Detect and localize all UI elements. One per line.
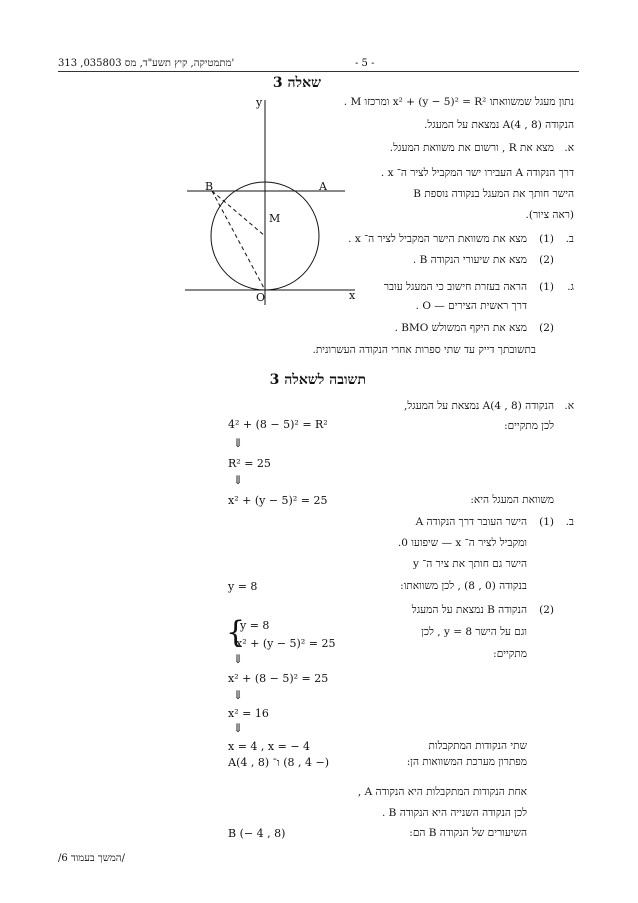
point-O-label: O [256, 291, 266, 304]
header-left: 313 ,035803 מתמטיקה, קיץ תשע"ד, מס' [58, 58, 235, 69]
q-b2-num: (2) [539, 254, 554, 266]
arrow-down: ⇓ [233, 688, 244, 702]
segment-BM [212, 191, 265, 236]
ans-b1-text-4: בנקודה (0 , 8) , לכן משוואתו: [400, 580, 527, 592]
q-b1-num: (1) [539, 233, 554, 245]
arrow-down: ⇓ [233, 436, 244, 450]
ans-a-math-3: x² + (y − 5)² = 25 [228, 494, 328, 507]
ans-b2-text-1: הנקודה B נמצאת על המעגל [411, 604, 527, 616]
ans-a-text-2: לכן מתקיים: [504, 420, 554, 432]
q-c-label: ג. [567, 281, 574, 293]
ans-b1-text-3: הישר גם חותך את ציר ה־ y [412, 558, 527, 570]
system-eq-1: y = 8 [240, 619, 270, 632]
page-number: - 5 - [355, 58, 375, 69]
ans-a-label: א. [564, 400, 574, 412]
ans-b2-math-1: x² + (8 − 5)² = 25 [228, 672, 329, 685]
q-c2-text: מצא את היקף המשולש BMO . [394, 322, 527, 334]
q-intro-2: הנקודה A(4 , 8) נמצאת על המעגל. [424, 119, 574, 131]
ans-b2-text-7: לכן הנקודה השנייה היא הנקודה B . [381, 807, 527, 819]
q-c2-num: (2) [539, 322, 554, 334]
ans-b2-math-2: x² = 16 [228, 707, 269, 720]
ans-b2-text-5: מפתרון מערכת המשוואות הן: [406, 756, 527, 768]
ans-b2-math-4: (− 4 , 8) ו־ A(4 , 8) [228, 756, 329, 769]
q-a-text: מצא את R , ורשום את משוואת המעגל. [389, 142, 554, 154]
q-a-label: א. [564, 142, 574, 154]
ans-b1-text-1: הישר העובר דרך הנקודה A [415, 516, 527, 528]
y-axis-label: y [256, 96, 263, 109]
q-b-label: ב. [565, 233, 574, 245]
q-c1-text: הראה בעזרת חישוב כי המעגל עובר [383, 281, 527, 293]
system-eq-2: x² + (y − 5)² = 25 [236, 637, 336, 650]
ans-b1-num: (1) [539, 516, 554, 528]
q-b2-text: מצא את שיעורי הנקודה B . [412, 254, 527, 266]
ans-b2-text-2: וגם על הישר y = 8 , לכן [421, 626, 527, 638]
q-intro-1: נתון מעגל שמשוואתו x² + (y − 5)² = R² ומרכזו M . [343, 96, 574, 108]
x-axis-label: x [349, 289, 356, 302]
q-c1-text-2: דרך ראשית הצירים — O . [415, 300, 527, 312]
arrow-down: ⇓ [233, 652, 244, 666]
ans-b2-text-4: שתי הנקודות המתקבלות [428, 740, 527, 752]
segment-BO [212, 191, 265, 290]
arrow-down: ⇓ [233, 473, 244, 487]
q-note: בתשובתך דייק עד שתי ספרות אחרי הנקודה העשרונית. [312, 344, 536, 356]
point-A-label: A [319, 180, 327, 193]
ans-b1-text-2: ומקביל לציר ה־ x — שיפועו 0. [397, 537, 527, 549]
q-para-2: הישר חותך את המעגל בנקודה נוספת B [413, 188, 574, 200]
q-c1-num: (1) [539, 281, 554, 293]
question-title: שאלה 3 [272, 75, 321, 91]
q-para-1: דרך הנקודה A העבירו ישר המקביל לציר ה־ x . [380, 167, 574, 179]
ans-a-math-2: R² = 25 [228, 457, 271, 470]
ans-b2-text-8: השיעורים של הנקודה B הם: [409, 827, 527, 839]
ans-b1-math: y = 8 [228, 580, 258, 593]
ans-b2-text-3: מתקיים: [493, 648, 527, 660]
ans-a-text-1: הנקודה A(4 , 8) נמצאת על המעגל, [404, 400, 554, 412]
circle-figure [185, 90, 365, 310]
point-B-label: B [205, 180, 214, 193]
system-brace: { [226, 615, 246, 650]
ans-b2-math-5: B (− 4 , 8) [228, 827, 286, 840]
ans-b2-num: (2) [539, 604, 554, 616]
footer-continued: /המשך בעמוד 6/ [58, 853, 125, 864]
ans-b2-text-6: אחת הנקודות המתקבלות היא הנקודה A , [357, 786, 527, 798]
q-para-3: (ראה ציור). [525, 209, 574, 221]
ans-a-math-1: 4² + (8 − 5)² = R² [228, 418, 328, 431]
answer-title: תשובה לשאלה 3 [269, 372, 366, 388]
point-M-label: M [269, 212, 281, 225]
header-rule [58, 71, 579, 72]
arrow-down: ⇓ [233, 721, 244, 735]
q-b1-text: מצא את משוואת הישר המקביל לציר ה־ x . [348, 233, 527, 245]
ans-a-text-3: משוואת המעגל היא: [470, 494, 554, 506]
ans-b-label: ב. [565, 516, 574, 528]
ans-b2-math-3: x = 4 , x = − 4 [228, 740, 311, 753]
